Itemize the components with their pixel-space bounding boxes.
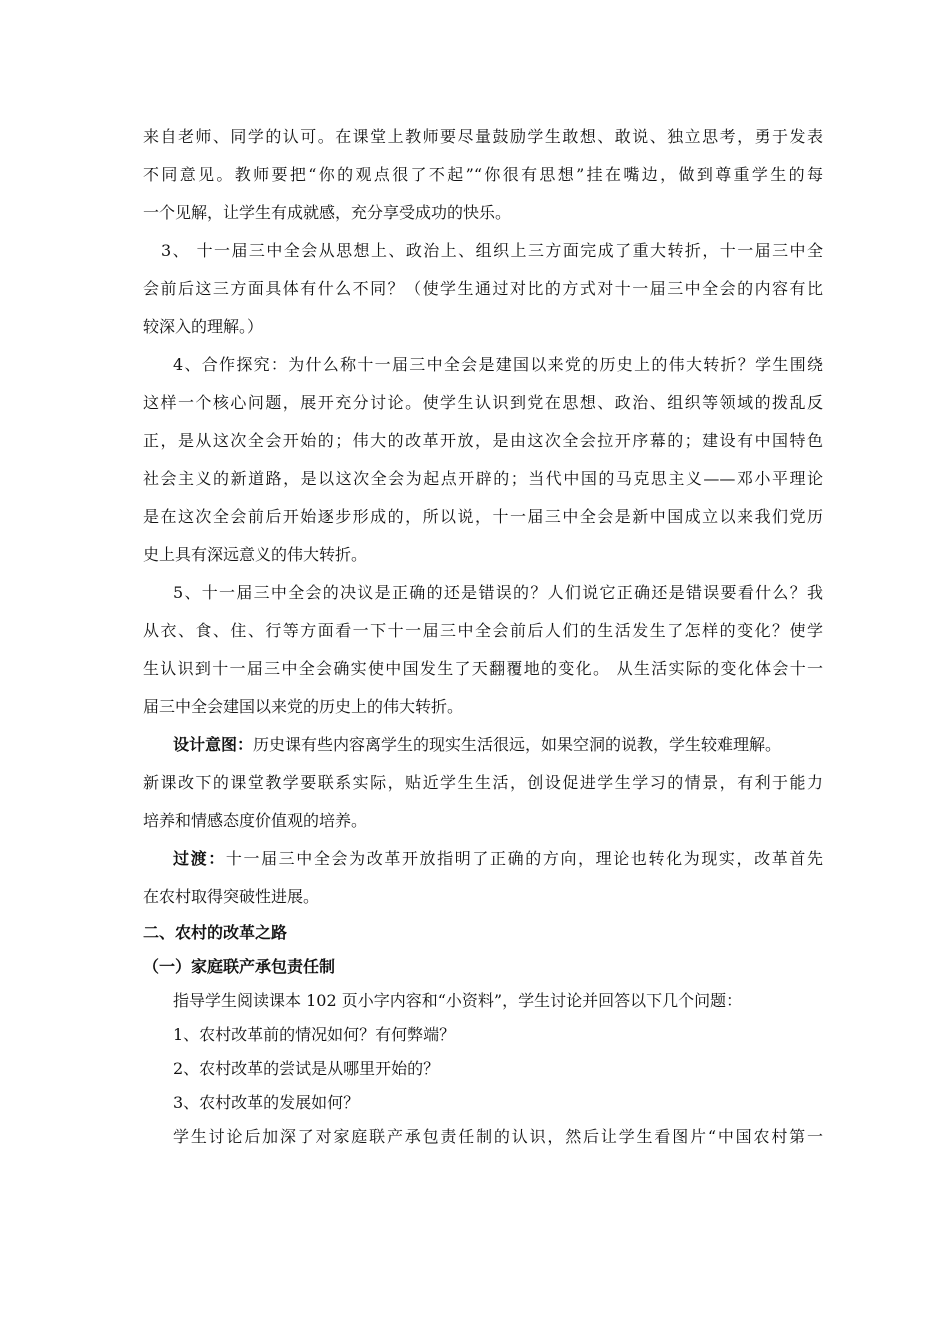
paragraph-transition bbox=[143, 840, 823, 916]
transition-label: 过渡： bbox=[173, 849, 226, 868]
text-line: 在农村取得突破性进展。 bbox=[143, 887, 320, 906]
text-line bbox=[143, 840, 823, 878]
text-line: 培养和情感态度价值观的培养。 bbox=[143, 811, 368, 830]
text-line: 4、合作探究：为什么称十一届三中全会是建国以来党的历史上的伟大转折？学生围绕 bbox=[173, 355, 823, 374]
text-line: 来自老师、同学的认可。在课堂上教师要尽量鼓励学生敢想、敢说、独立思考，勇于发表 bbox=[143, 127, 823, 146]
text-line: 不同意见。教师要把“你的观点很了不起”“你很有思想”挂在嘴边，做到尊重学生的每 bbox=[143, 165, 823, 184]
text-line: 这样一个核心问题，展开充分讨论。使学生认识到党在思想、政治、组织等领域的拨乱反 bbox=[143, 393, 823, 412]
paragraph-design-intent bbox=[143, 726, 823, 840]
text-line: 从衣、食、住、行等方面看一下十一届三中全会前后人们的生活发生了怎样的变化？使学 bbox=[143, 621, 823, 640]
text-line: 史上具有深远意义的伟大转折。 bbox=[143, 545, 368, 564]
discussion-list bbox=[143, 984, 823, 1154]
text-line: 届三中全会建国以来党的历史上的伟大转折。 bbox=[143, 697, 464, 716]
design-intent-label: 设计意图： bbox=[173, 735, 254, 754]
text-line: 3、 十一届三中全会从思想上、政治上、组织上三方面完成了重大转折，十一届三中全 bbox=[161, 241, 823, 260]
text-line bbox=[143, 726, 823, 764]
text-line: 一个见解，让学生有成就感，充分享受成功的快乐。 bbox=[143, 203, 512, 222]
design-intent-text: 历史课有些内容离学生的现实生活很远，如果空洞的说教，学生较难理解。 bbox=[253, 735, 782, 754]
text-line: 会前后这三方面具体有什么不同？（使学生通过对比的方式对十一届三中全会的内容有比 bbox=[143, 279, 823, 298]
document-body bbox=[143, 118, 823, 1154]
subsection-heading: （一）家庭联产承包责任制 bbox=[143, 957, 336, 976]
text-line: 较深入的理解。） bbox=[143, 317, 264, 336]
list-item: 学生讨论后加深了对家庭联产承包责任制的认识，然后让学生看图片“中国农村第一 bbox=[173, 1127, 823, 1146]
text-line: 正，是从这次全会开始的；伟大的改革开放，是由这次全会拉开序幕的；建设有中国特色 bbox=[143, 431, 823, 450]
paragraph-question-3 bbox=[143, 232, 823, 346]
list-item: 指导学生阅读课本 102 页小字内容和“小资料”，学生讨论并回答以下几个问题： bbox=[173, 991, 743, 1010]
paragraph-question-5 bbox=[143, 574, 823, 726]
paragraph-cooperative-inquiry bbox=[143, 346, 823, 574]
section-heading: 二、农村的改革之路 bbox=[143, 923, 288, 942]
text-line: 5、十一届三中全会的决议是正确的还是错误的？人们说它正确还是错误要看什么？我 bbox=[173, 583, 823, 602]
text-line: 新课改下的课堂教学要联系实际，贴近学生生活，创设促进学生学习的情景，有利于能力 bbox=[143, 773, 823, 792]
transition-text: 十一届三中全会为改革开放指明了正确的方向，理论也转化为现实，改革首先 bbox=[225, 849, 823, 868]
list-item: 1、农村改革前的情况如何？有何弊端？ bbox=[173, 1025, 456, 1044]
list-item: 2、农村改革的尝试是从哪里开始的？ bbox=[173, 1059, 440, 1078]
text-line: 生认识到十一届三中全会确实使中国发生了天翻覆地的变化。 从生活实际的变化体会十一 bbox=[143, 659, 823, 678]
text-line: 社会主义的新道路，是以这次全会为起点开辟的；当代中国的马克思主义——邓小平理论 bbox=[143, 469, 823, 488]
paragraph-recognition bbox=[143, 118, 823, 232]
text-line: 是在这次全会前后开始逐步形成的，所以说，十一届三中全会是新中国成立以来我们党历 bbox=[143, 507, 823, 526]
list-item: 3、农村改革的发展如何？ bbox=[173, 1093, 360, 1112]
